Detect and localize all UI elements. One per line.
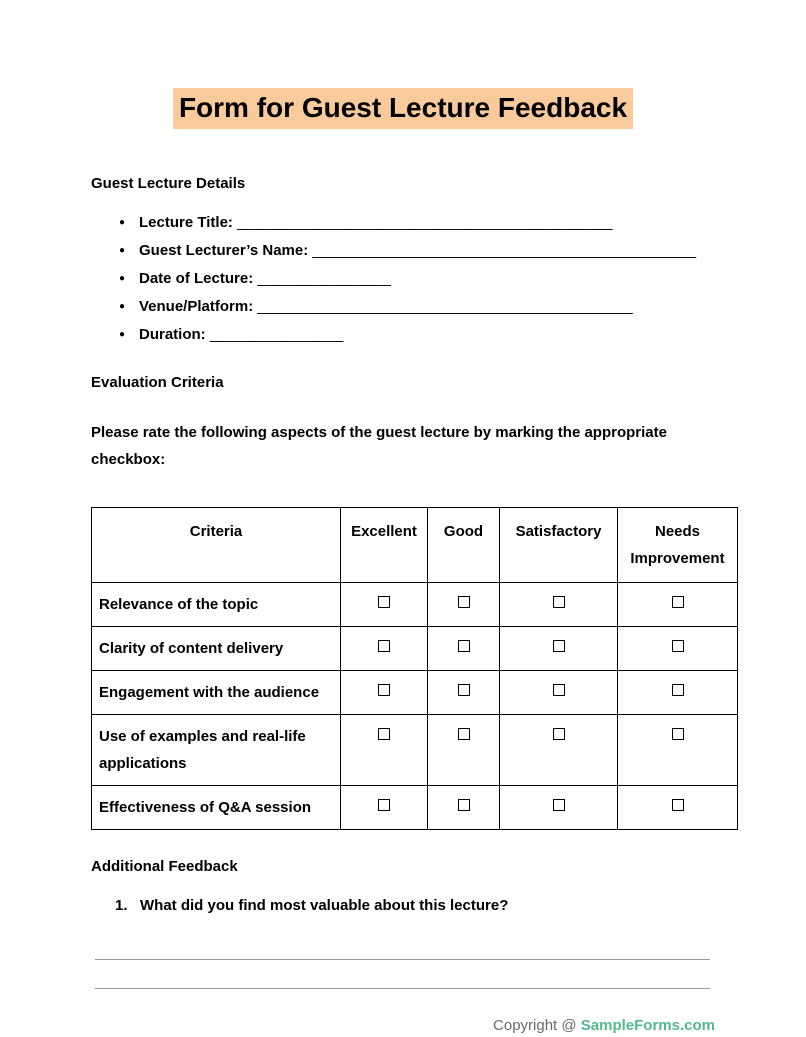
checkbox-icon[interactable] [458, 799, 470, 811]
detail-item-lecture-title [119, 214, 715, 232]
checkbox-icon[interactable] [553, 728, 565, 740]
checkbox-icon[interactable] [378, 596, 390, 608]
rating-cell-excellent [341, 582, 428, 626]
question-number: 1. [115, 896, 128, 914]
bullet-icon: ● [119, 216, 126, 228]
checkbox-icon[interactable] [672, 640, 684, 652]
criteria-label: Effectiveness of Q&A session [92, 785, 341, 829]
checkbox-icon[interactable] [553, 799, 565, 811]
detail-label-lecturer-name: Guest Lecturer’s Name: [139, 241, 309, 259]
criteria-label: Use of examples and real-life applications [92, 714, 341, 785]
criteria-label: Clarity of content delivery [92, 626, 341, 670]
rating-cell-excellent [341, 714, 428, 785]
rating-table [91, 507, 738, 830]
bullet-icon: ● [119, 328, 126, 340]
rating-cell-good [428, 626, 500, 670]
checkbox-icon[interactable] [458, 684, 470, 696]
rating-cell-needs-improvement [618, 785, 738, 829]
rating-cell-excellent [341, 626, 428, 670]
header-criteria: Criteria [92, 507, 341, 582]
detail-label-duration: Duration: [139, 325, 206, 343]
table-row-relevance [92, 582, 738, 626]
table-row-qa-session [92, 785, 738, 829]
brand-link[interactable]: SampleForms.com [580, 1016, 715, 1034]
guest-lecture-details-list [91, 214, 715, 344]
table-header-row [92, 507, 738, 582]
bullet-icon: ● [119, 244, 126, 256]
header-satisfactory: Satisfactory [500, 507, 618, 582]
checkbox-icon[interactable] [553, 596, 565, 608]
question-text: What did you find most valuable about this lecture? [140, 896, 509, 914]
checkbox-icon[interactable] [672, 799, 684, 811]
rating-cell-excellent [341, 785, 428, 829]
checkbox-icon[interactable] [458, 596, 470, 608]
detail-label-date: Date of Lecture: [139, 269, 254, 287]
rating-cell-needs-improvement [618, 670, 738, 714]
additional-feedback-heading: Additional Feedback [91, 857, 238, 875]
checkbox-icon[interactable] [672, 728, 684, 740]
blank-line-venue: _____________________________________________ [257, 297, 633, 315]
criteria-label: Engagement with the audience [92, 670, 341, 714]
rating-cell-good [428, 670, 500, 714]
checkbox-icon[interactable] [458, 640, 470, 652]
header-good: Good [428, 507, 500, 582]
detail-item-lecturer-name [119, 242, 715, 260]
copyright-text: Copyright @ [493, 1016, 581, 1034]
detail-item-date [119, 270, 715, 288]
rating-cell-satisfactory [500, 670, 618, 714]
detail-item-venue [119, 298, 715, 316]
rating-cell-satisfactory [500, 582, 618, 626]
rating-cell-satisfactory [500, 785, 618, 829]
checkbox-icon[interactable] [378, 640, 390, 652]
blank-line-lecture-title: _____________________________________________ [237, 213, 613, 231]
bullet-icon: ● [119, 272, 126, 284]
bullet-icon: ● [119, 300, 126, 312]
rating-cell-satisfactory [500, 626, 618, 670]
table-row-clarity [92, 626, 738, 670]
answer-line [95, 988, 710, 989]
checkbox-icon[interactable] [458, 728, 470, 740]
rating-cell-needs-improvement [618, 714, 738, 785]
blank-line-date: ________________ [257, 269, 391, 287]
blank-line-lecturer-name: ______________________________________________ [312, 241, 697, 259]
answer-line [95, 959, 710, 960]
checkbox-icon[interactable] [553, 684, 565, 696]
detail-label-lecture-title: Lecture Title: [139, 213, 233, 231]
rating-cell-good [428, 785, 500, 829]
rating-cell-needs-improvement [618, 626, 738, 670]
table-row-examples [92, 714, 738, 785]
header-excellent: Excellent [341, 507, 428, 582]
table-row-engagement [92, 670, 738, 714]
checkbox-icon[interactable] [672, 684, 684, 696]
guest-lecture-details-heading: Guest Lecture Details [91, 174, 246, 192]
criteria-label: Relevance of the topic [92, 582, 341, 626]
blank-line-duration: ________________ [209, 325, 344, 343]
rating-cell-good [428, 582, 500, 626]
title-block [91, 88, 715, 129]
checkbox-icon[interactable] [553, 640, 565, 652]
footer [91, 1017, 737, 1034]
detail-label-venue: Venue/Platform: [139, 297, 254, 315]
checkbox-icon[interactable] [378, 684, 390, 696]
rating-cell-satisfactory [500, 714, 618, 785]
checkbox-icon[interactable] [378, 728, 390, 740]
rating-cell-excellent [341, 670, 428, 714]
rating-cell-good [428, 714, 500, 785]
rating-cell-needs-improvement [618, 582, 738, 626]
header-needs-improvement: Needs Improvement [618, 507, 738, 582]
detail-item-duration [119, 326, 715, 344]
evaluation-criteria-heading: Evaluation Criteria [91, 373, 224, 391]
checkbox-icon[interactable] [378, 799, 390, 811]
checkbox-icon[interactable] [672, 596, 684, 608]
page-title: Form for Guest Lecture Feedback [173, 88, 633, 129]
question-1 [91, 897, 715, 915]
rating-instruction: Please rate the following aspects of the guest lecture by marking the appropriate checkbox: [91, 423, 667, 468]
